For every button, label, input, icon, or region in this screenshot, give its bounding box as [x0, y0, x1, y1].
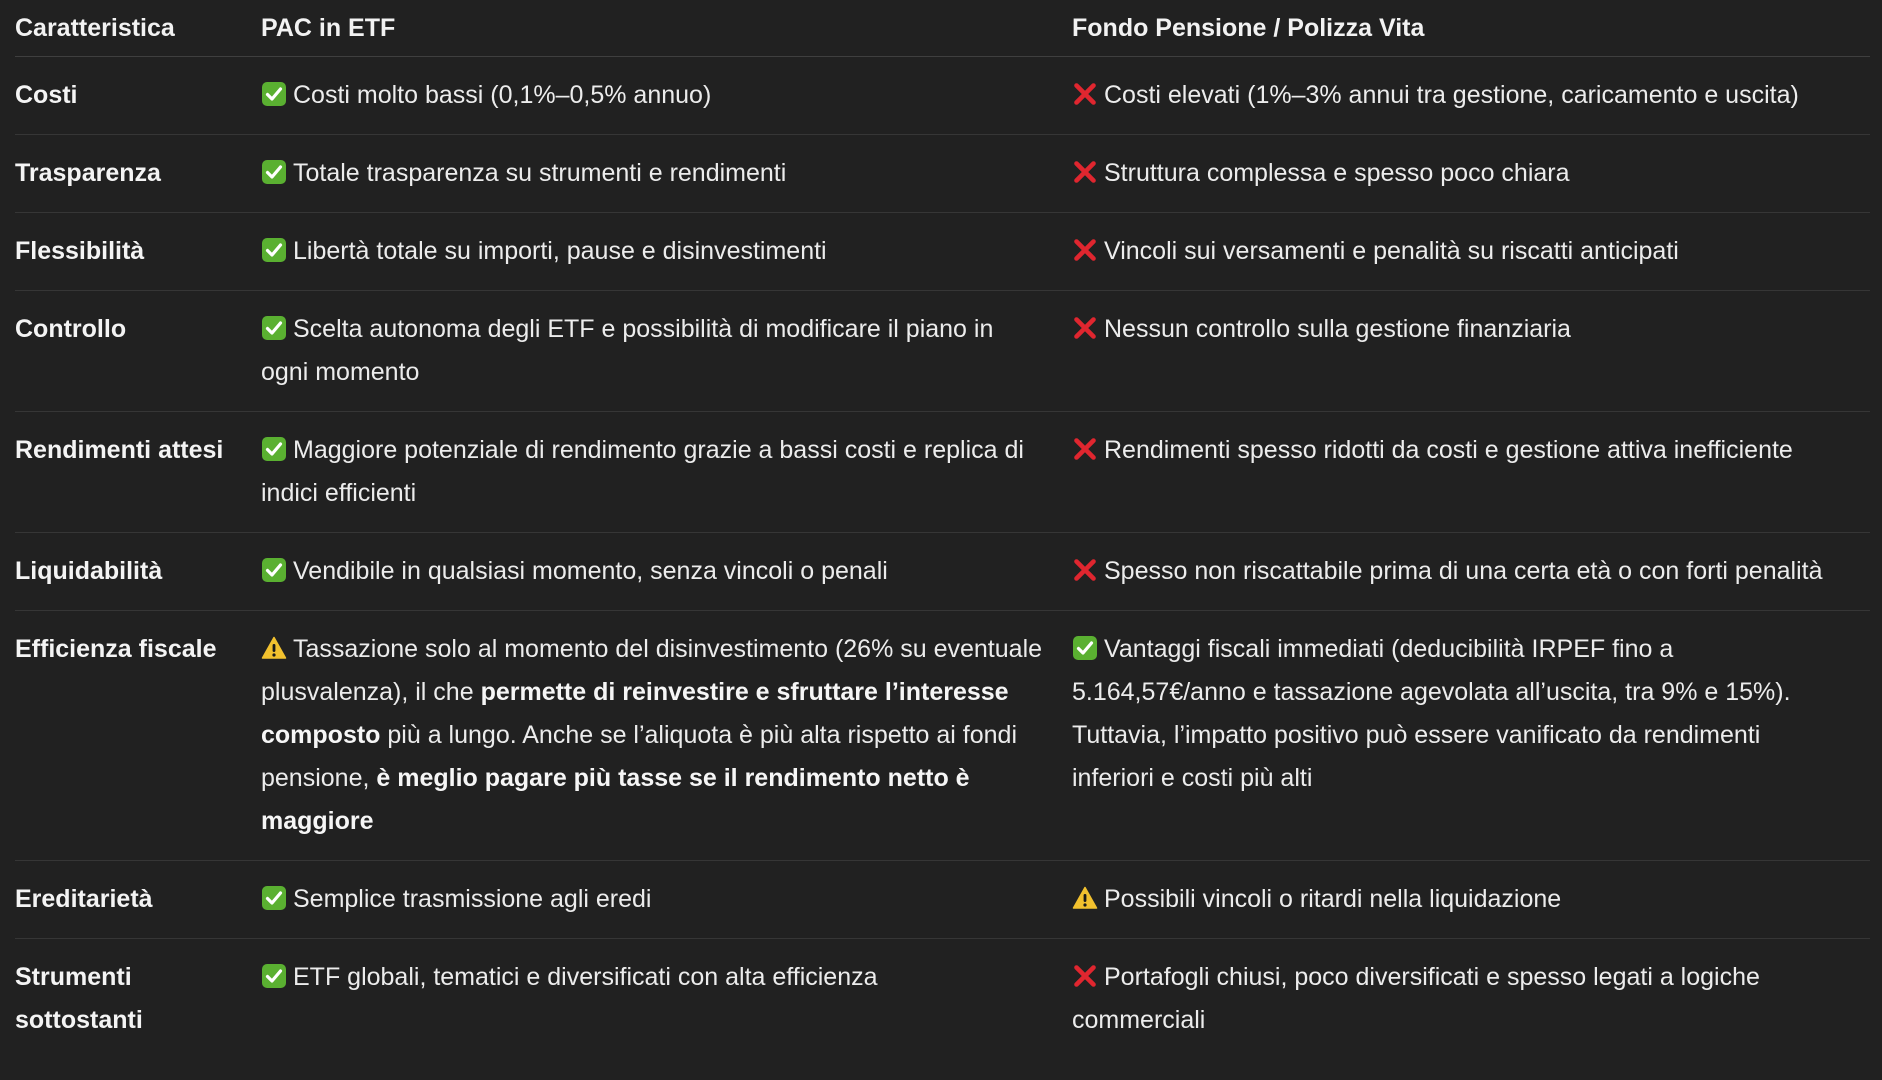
fondo-cell	[1072, 135, 1870, 213]
cell-text: Maggiore potenziale di rendimento grazie a bassi costi e replica di indici efficienti	[261, 436, 1024, 507]
fondo-cell	[1072, 213, 1870, 291]
check-mark-icon	[261, 885, 287, 911]
cross-mark-icon	[1072, 159, 1098, 185]
cell-text: Costi elevati (1%–3% annui tra gestione, caricamento e uscita)	[1104, 81, 1799, 109]
check-mark-icon	[261, 436, 287, 462]
table-row	[15, 939, 1870, 1060]
cell-text: Vincoli sui versamenti e penalità su riscatti anticipati	[1104, 237, 1679, 265]
feature-cell: Trasparenza	[15, 135, 261, 213]
feature-cell: Efficienza fiscale	[15, 611, 261, 861]
feature-cell: Costi	[15, 57, 261, 135]
cross-mark-icon	[1072, 315, 1098, 341]
fondo-cell	[1072, 939, 1870, 1060]
warning-icon	[261, 635, 287, 661]
pac-cell	[261, 412, 1072, 533]
cross-mark-icon	[1072, 557, 1098, 583]
check-mark-icon	[261, 237, 287, 263]
cross-mark-icon	[1072, 963, 1098, 989]
cell-text: Scelta autonoma degli ETF e possibilità di modificare il piano in ogni momento	[261, 315, 994, 386]
cell-text: Struttura complessa e spesso poco chiara	[1104, 159, 1570, 187]
fondo-cell	[1072, 57, 1870, 135]
pac-cell	[261, 861, 1072, 939]
feature-cell: Ereditarietà	[15, 861, 261, 939]
table-row	[15, 57, 1870, 135]
check-mark-icon	[261, 159, 287, 185]
comparison-table	[15, 0, 1870, 1059]
table-row	[15, 611, 1870, 861]
cell-text: Vendibile in qualsiasi momento, senza vincoli o penali	[293, 557, 888, 585]
cell-text: Vantaggi fiscali immediati (deducibilità IRPEF fino a 5.164,57€/anno e tassazione agevolata all’uscita, tra 9% e 15%). Tuttavia, l’impatto positivo può essere vanificato da rendimenti inferiori e costi più alti	[1072, 635, 1791, 792]
cell-text: Totale trasparenza su strumenti e rendimenti	[293, 159, 787, 187]
feature-cell: Liquidabilità	[15, 533, 261, 611]
fondo-cell	[1072, 291, 1870, 412]
cell-text: ETF globali, tematici e diversificati con alta efficienza	[293, 963, 878, 991]
table-body	[15, 57, 1870, 1060]
table-row	[15, 213, 1870, 291]
table-row	[15, 135, 1870, 213]
table-header-row	[15, 0, 1870, 57]
fondo-cell	[1072, 611, 1870, 861]
cell-text-bold: permette di reinvestire e sfruttare l’interesse composto	[261, 678, 1009, 749]
cell-text: Possibili vincoli o ritardi nella liquidazione	[1104, 885, 1562, 913]
pac-cell	[261, 291, 1072, 412]
check-mark-icon	[261, 81, 287, 107]
cell-text: Nessun controllo sulla gestione finanziaria	[1104, 315, 1571, 343]
cell-text: Portafogli chiusi, poco diversificati e spesso legati a logiche commerciali	[1072, 963, 1760, 1034]
check-mark-icon	[261, 557, 287, 583]
cross-mark-icon	[1072, 436, 1098, 462]
column-header-feature: Caratteristica	[15, 0, 261, 57]
pac-cell	[261, 611, 1072, 861]
cell-text: Costi molto bassi (0,1%–0,5% annuo)	[293, 81, 712, 109]
check-mark-icon	[261, 315, 287, 341]
cell-text: Semplice trasmissione agli eredi	[293, 885, 652, 913]
feature-cell: Rendimenti attesi	[15, 412, 261, 533]
cell-text: Spesso non riscattabile prima di una certa età o con forti penalità	[1104, 557, 1823, 585]
pac-cell	[261, 939, 1072, 1060]
table-row	[15, 861, 1870, 939]
cross-mark-icon	[1072, 81, 1098, 107]
cell-text: Rendimenti spesso ridotti da costi e gestione attiva inefficiente	[1104, 436, 1793, 464]
cell-text: Tassazione solo al momento del disinvestimento (26% su eventuale plusvalenza), il che	[261, 635, 1043, 706]
cell-text: più a lungo. Anche se l’aliquota è più alta rispetto ai fondi pensione,	[261, 721, 1018, 792]
cell-text: Libertà totale su importi, pause e disinvestimenti	[293, 237, 827, 265]
cell-text-bold: è meglio pagare più tasse se il rendimento netto è maggiore	[261, 764, 970, 835]
feature-cell: Flessibilità	[15, 213, 261, 291]
pac-cell	[261, 213, 1072, 291]
column-header-fondo: Fondo Pensione / Polizza Vita	[1072, 0, 1870, 57]
pac-cell	[261, 135, 1072, 213]
column-header-pac: PAC in ETF	[261, 0, 1072, 57]
pac-cell	[261, 533, 1072, 611]
table-row	[15, 533, 1870, 611]
table-row	[15, 291, 1870, 412]
check-mark-icon	[261, 963, 287, 989]
fondo-cell	[1072, 533, 1870, 611]
feature-cell: Strumenti sottostanti	[15, 963, 143, 1034]
feature-cell: Controllo	[15, 291, 261, 412]
fondo-cell	[1072, 412, 1870, 533]
warning-icon	[1072, 885, 1098, 911]
table-row	[15, 412, 1870, 533]
cross-mark-icon	[1072, 237, 1098, 263]
fondo-cell	[1072, 861, 1870, 939]
pac-cell	[261, 57, 1072, 135]
check-mark-icon	[1072, 635, 1098, 661]
